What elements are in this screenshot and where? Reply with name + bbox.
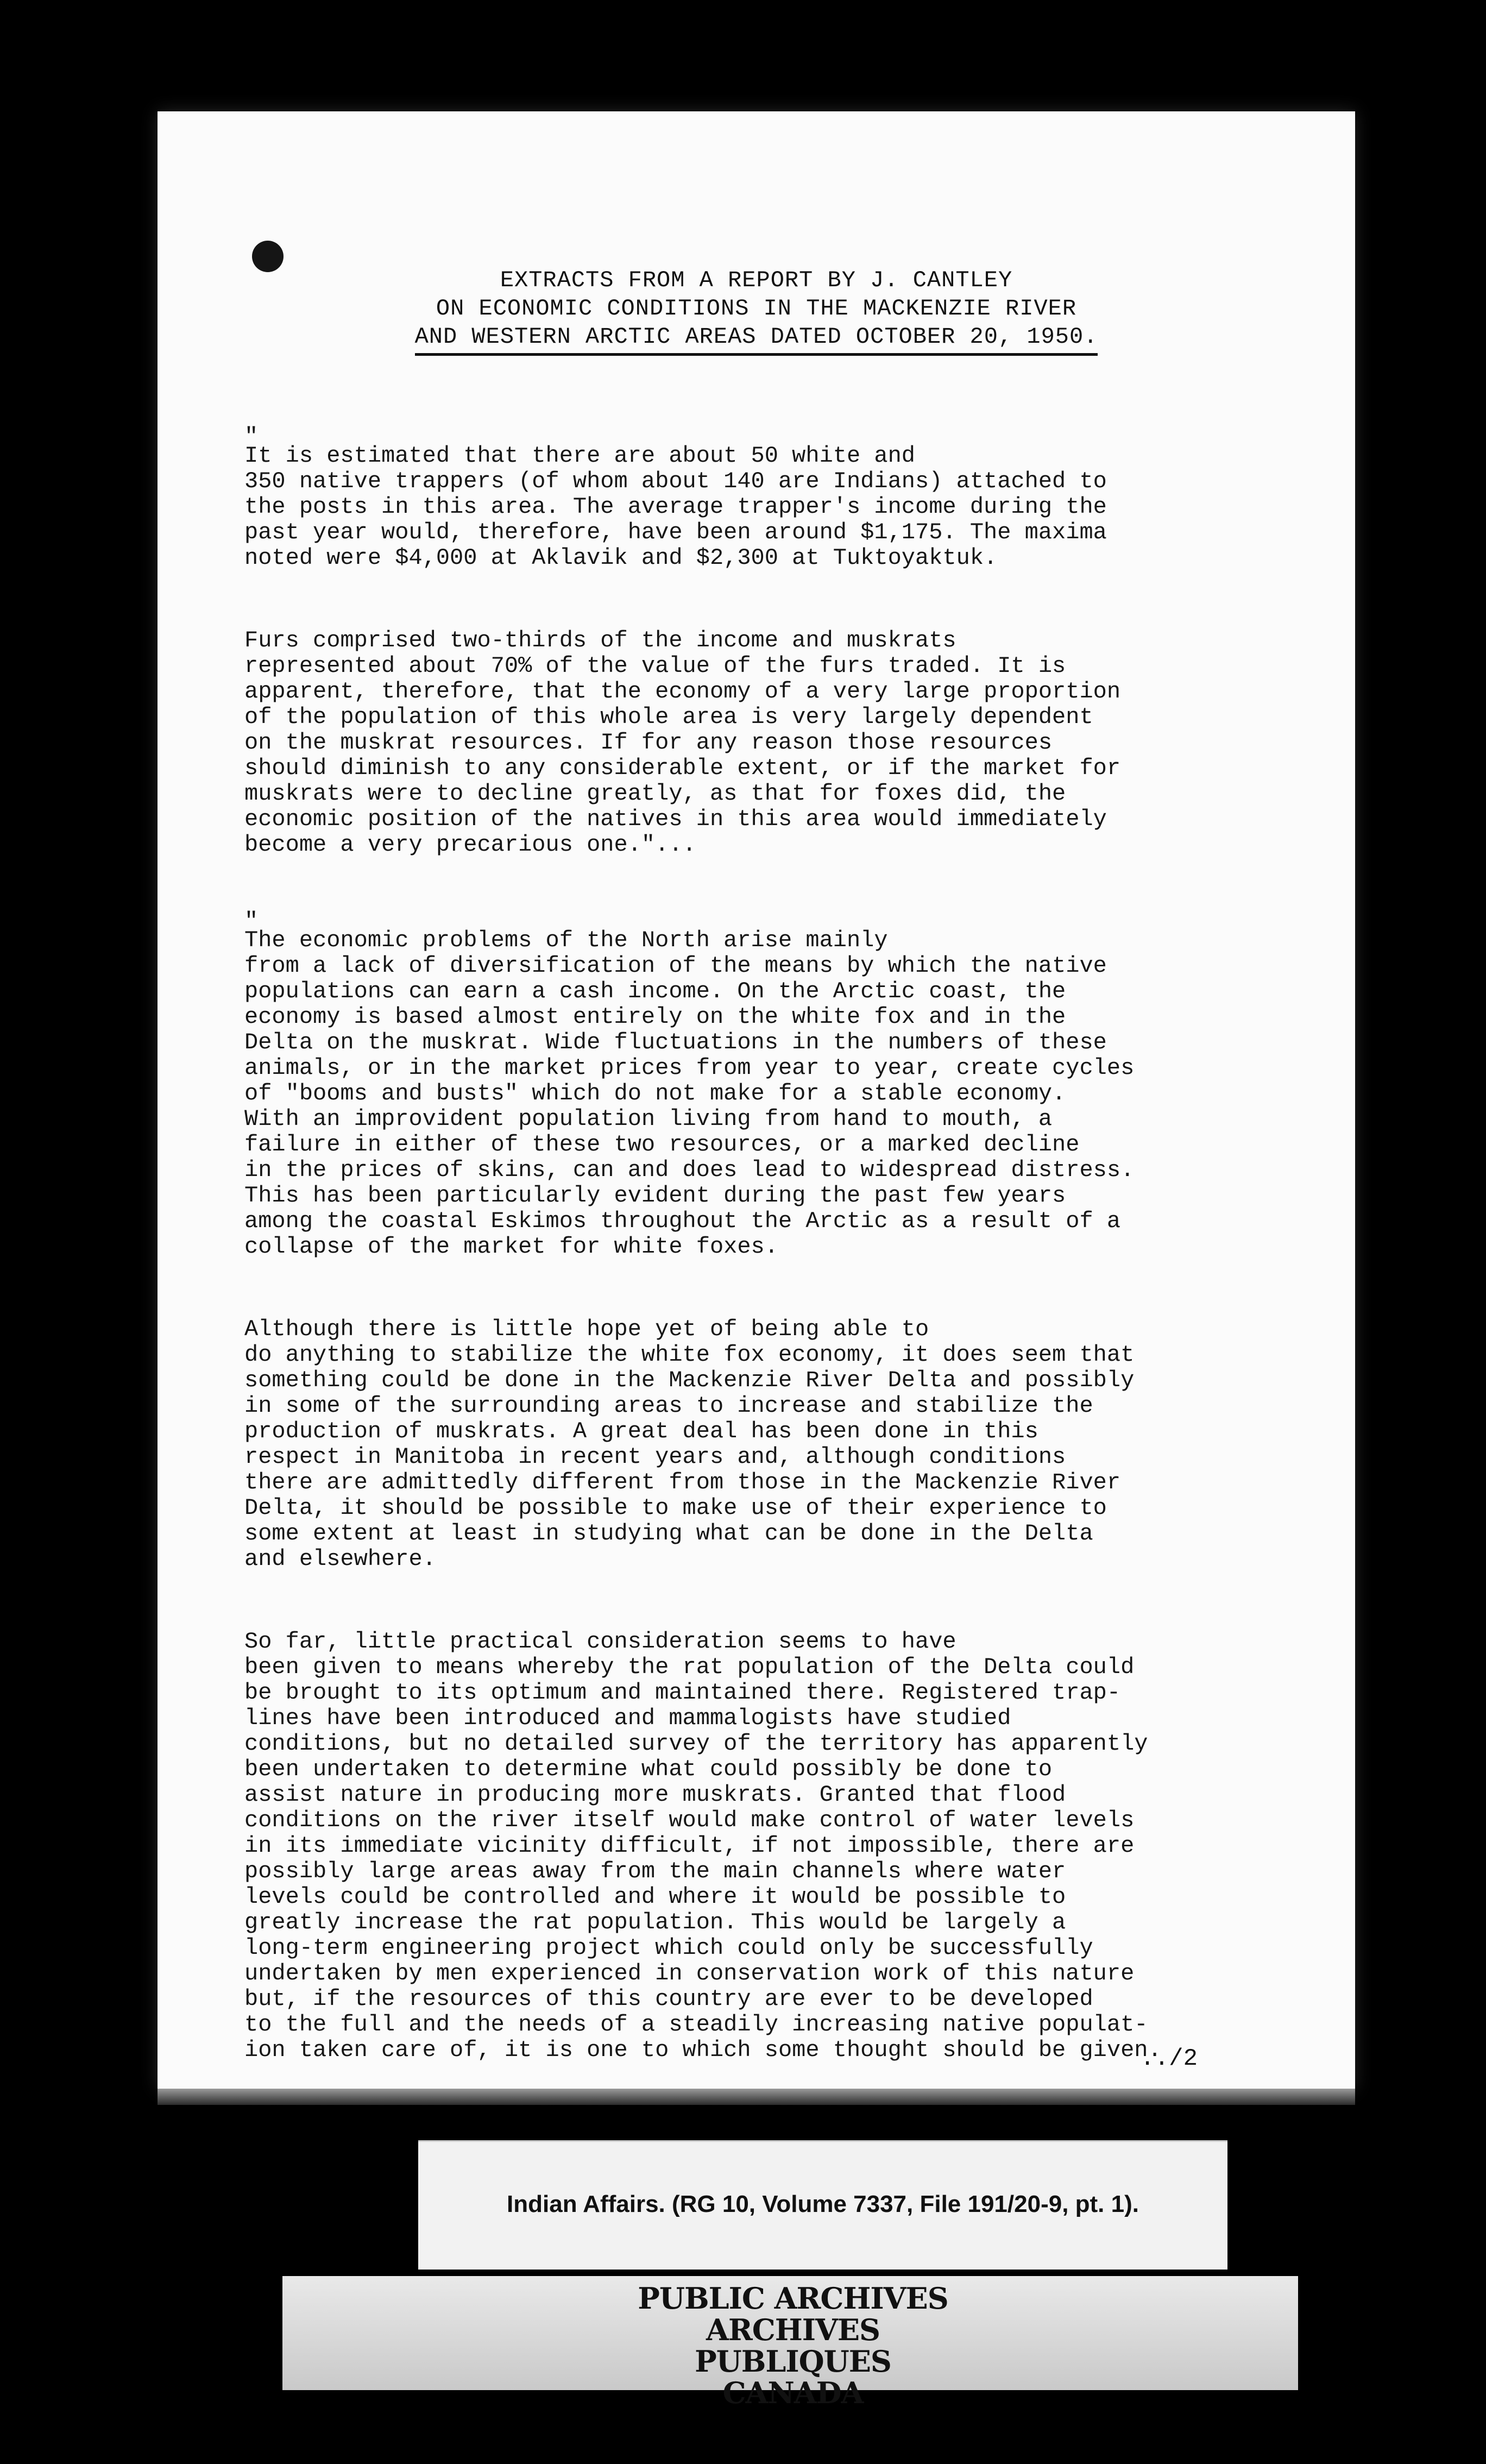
paragraph-1 <box>244 405 1298 571</box>
paragraph-4-text: Although there is little hope yet of being able to do anything to stabilize the white fox economy, it does seem that something could be done in the Mackenzie River Delta and possibly in some of the surrounding areas to increase and stabilize the production of muskrats. A great deal has been done in this respect in Manitoba in recent years and, although conditions there are admittedly different from those in the Mackenzie River Delta, it should be possible to make use of their experience to some extent at least in studying what can be done in the Delta and elsewhere. <box>244 1316 1135 1572</box>
paragraph-1-text: It is estimated that there are about 50 white and 350 native trappers (of whom about 140 are Indians) attached to the posts in this area. The average trapper's income during the past year would, therefore, have been around $1,175. The maxima noted were $4,000 at Aklavik and $2,300 at Tuktoyaktuk. <box>244 443 1107 571</box>
paragraph-2-text: Furs comprised two-thirds of the income and muskrats represented about 70% of the value of the furs traded. It is apparent, therefore, that the economy of a very large proportion of the population of this whole area is very largely dependent on the muskrat resources. If for any reason those resources should diminish to any considerable extent, or if the market for muskrats were to decline greatly, as that for foxes did, the economic position of the natives in this area would immediately become a very precarious one."... <box>244 627 1121 858</box>
archive-stamp-band <box>282 2276 1298 2410</box>
report-body <box>244 405 1298 2095</box>
archive-citation-label <box>418 2140 1227 2270</box>
stamp-line-3: CANADA <box>722 2375 864 2410</box>
quote-mark: " <box>244 424 259 450</box>
header-line-2: ON ECONOMIC CONDITIONS IN THE MACKENZIE RIVER <box>436 296 1077 322</box>
document-header <box>158 266 1355 351</box>
paragraph-2 <box>244 602 1298 858</box>
quote-mark: " <box>244 908 259 934</box>
paragraph-4 <box>244 1291 1298 1572</box>
paragraph-5 <box>244 1604 1298 2063</box>
document-page <box>158 111 1355 2089</box>
header-line-1: EXTRACTS FROM A REPORT BY J. CANTLEY <box>500 267 1013 293</box>
archive-stamp <box>630 2283 956 2409</box>
header-line-3 <box>158 323 1355 351</box>
archive-citation: Indian Affairs. (RG 10, Volume 7337, File 191/20-9, pt. 1). <box>507 2191 1139 2217</box>
page-edge <box>158 2089 1355 2105</box>
paragraph-5-text: So far, little practical consideration seems to have been given to means whereby the rat population of the Delta could be brought to its optimum and maintained there. Registered trap- lines have been introduced and mammalogists have studied conditions, but no detailed survey of the territory has apparently been undertaken to determine what could possibly be done to assist nature in producing more muskrats. Granted that flood conditions on the river itself would make control of water levels in its immediate vicinity difficult, if not impossible, there are possibly large areas away from the main channels where water levels could be controlled and where it would be possible to greatly increase the rat population. This would be largely a long-term engineering project which could only be successfully undertaken by men experienced in conservation work of this nature but, if the resources of this country are ever to be developed to the full and the needs of a steadily increasing native populat- ion taken care of, it is one to which some thought should be given. <box>244 1629 1162 2063</box>
header-line-3-text: AND WESTERN ARCTIC AREAS DATED OCTOBER 20, 1950. <box>415 324 1098 356</box>
stamp-line-1: PUBLIC ARCHIVES <box>638 2281 948 2316</box>
paragraph-3 <box>244 889 1298 1260</box>
paragraph-3-text: The economic problems of the North arise mainly from a lack of diversification of the means by which the native populations can earn a cash income. On the Arctic coast, the economy is based almost entirely on the white fox and in the Delta on the muskrat. Wide fluctuations in the numbers of these animals, or in the market prices from year to year, create cycles of "booms and busts" which do not make for a stable economy. With an improvident population living from hand to mouth, a failure in either of these two resources, or a marked decline in the prices of skins, can and does lead to widespread distress. This has been particularly evident during the past few years among the coastal Eskimos throughout the Arctic as a result of a collapse of the market for white foxes. <box>244 927 1135 1260</box>
page-continuation: ../2 <box>1140 2045 1198 2072</box>
stamp-line-2: ARCHIVES PUBLIQUES <box>695 2312 891 2379</box>
